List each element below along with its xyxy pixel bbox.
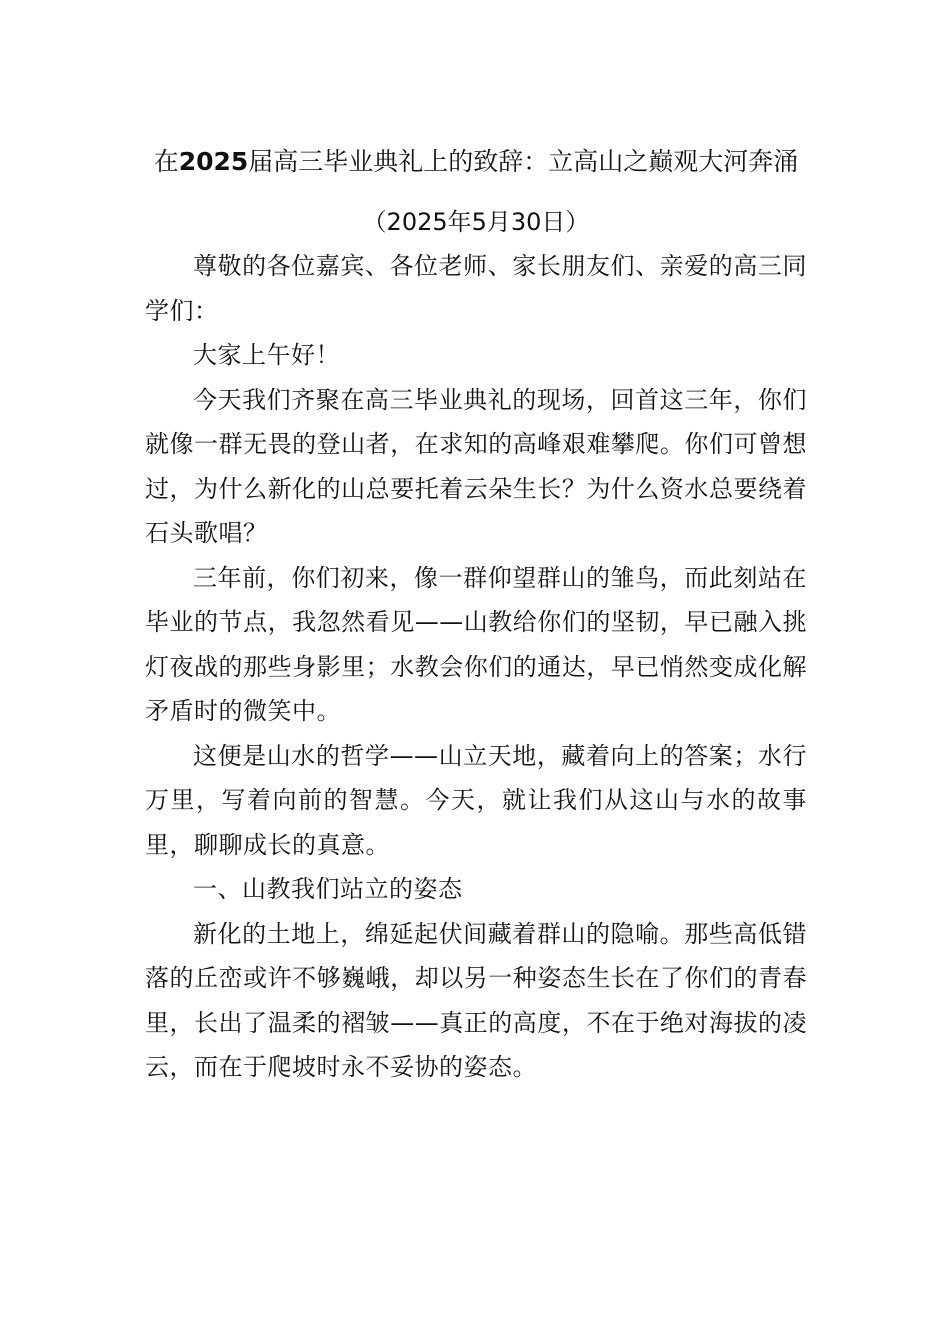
document-title <box>145 140 807 184</box>
title-year: 2025 <box>178 147 249 176</box>
section-heading: 一、山教我们站立的姿态 <box>193 875 463 903</box>
title-suffix: 届高三毕业典礼上的致辞：立高山之巅观大河奔涌 <box>248 147 799 176</box>
title-prefix: 在 <box>153 147 179 176</box>
paragraph-greeting: 大家上午好！ <box>193 341 340 369</box>
document-date: （2025年5月30日） <box>362 208 590 236</box>
paragraph: 这便是山水的哲学——山立天地，藏着向上的答案；水行万里，写着向前的智慧。今天，就让我们从这山与水的故事里，聊聊成长的真意。 <box>145 741 807 859</box>
document-page <box>145 140 807 1090</box>
paragraph: 新化的土地上，绵延起伏间藏着群山的隐喻。那些高低错落的丘峦或许不够巍峨，却以另一种姿态生长在了你们的青春里，长出了温柔的褶皱——真正的高度，不在于绝对海拔的凌云，而在于爬坡时永不妥协的姿态。 <box>145 919 807 1081</box>
paragraph-salutation: 尊敬的各位嘉宾、各位老师、家长朋友们、亲爱的高三同学们： <box>145 252 807 325</box>
paragraph: 今天我们齐聚在高三毕业典礼的现场，回首这三年，你们就像一群无畏的登山者，在求知的高峰艰难攀爬。你们可曾想过，为什么新化的山总要托着云朵生长？为什么资水总要绕着石头歌唱？ <box>145 385 807 547</box>
paragraph: 三年前，你们初来，像一群仰望群山的雏鸟，而此刻站在毕业的节点，我忽然看见——山教给你们的坚韧，早已融入挑灯夜战的那些身影里；水教会你们的通达，早已悄然变成化解矛盾时的微笑中。 <box>145 563 807 725</box>
